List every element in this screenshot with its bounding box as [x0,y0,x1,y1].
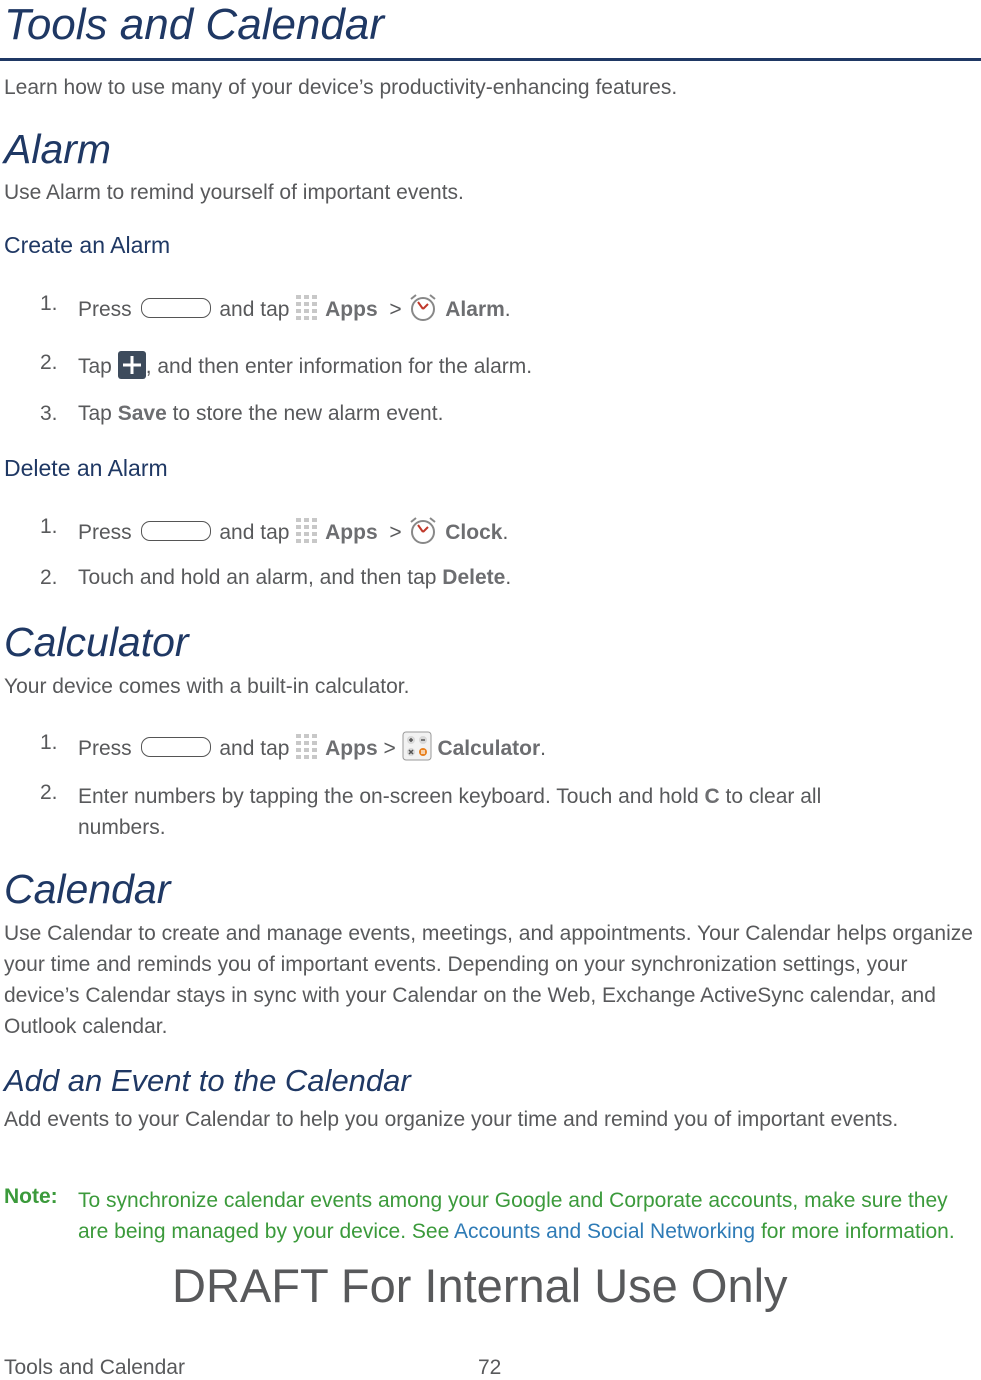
note-text [78,1185,968,1247]
chapter-title: Tools and Calendar [4,0,384,49]
home-key-icon [141,521,211,541]
page-number: 72 [478,1356,502,1379]
chapter-title-rule [0,58,981,61]
step-text: . [504,298,511,321]
accounts-link[interactable]: Accounts and Social Networking [453,1220,756,1243]
calculator-heading: Calculator [4,619,189,665]
step-number: 3. [40,402,58,425]
add-event-intro: Add events to your Calendar to help you organize your time and remind you of important events. [4,1108,899,1131]
alarm-clock-icon [407,292,439,322]
step-number: 1. [40,515,58,538]
step-text: , and then enter information for the alarm. [145,355,533,378]
step-number: 2. [40,566,58,589]
calendar-intro: Use Calendar to create and manage events, meetings, and appointments. Your Calendar helps organize your time and reminds you of important events. Depending on your synchronization settings, your device’s Calendar stays in sync with your Calendar on the Web, Exchange ActiveSync calendar, and Outlook calendar. [4,922,973,1038]
step-number: 1. [40,731,58,754]
step-text: . [540,737,546,760]
footer-section: Tools and Calendar [4,1356,185,1379]
calendar-heading: Calendar [4,866,171,912]
draft-watermark: DRAFT For Internal Use Only [172,1259,788,1312]
step-text: to clear all numbers. [78,785,822,839]
home-key-icon [141,298,211,318]
alarm-label: Alarm [445,298,505,321]
step-separator: > [389,298,402,321]
alarm-clock-icon [407,515,439,545]
step-text: and tap [219,298,290,321]
apps-label: Apps [325,298,378,321]
delete-alarm-heading: Delete an Alarm [4,455,168,481]
alarm-intro: Use Alarm to remind yourself of important events. [4,181,464,204]
step-number: 1. [40,292,58,315]
note-text-part: To synchronize calendar events among your Google and Corporate accounts, make sure they are being managed by your device. See [78,1189,948,1243]
note-text-part: for more information. [760,1220,955,1243]
apps-label: Apps [325,521,378,544]
step-text: and tap [219,521,290,544]
apps-label: Apps [325,737,378,760]
step-text: Enter numbers by tapping the on-screen keyboard. Touch and hold [78,785,699,808]
apps-grid-icon [295,517,319,545]
step-text: . [502,521,509,544]
step-text: and tap [219,737,290,760]
calculator-label: Calculator [437,737,541,760]
step-separator: > [389,521,402,544]
step-text: Tap [78,355,112,378]
add-event-heading: Add an Event to the Calendar [4,1063,411,1098]
plus-icon [118,351,146,379]
apps-grid-icon [295,294,319,322]
step-text: . [505,566,512,589]
note-label: Note: [4,1185,58,1208]
clock-label: Clock [445,521,503,544]
calculator-icon [402,731,432,761]
apps-grid-icon [295,733,319,761]
create-alarm-heading: Create an Alarm [4,232,171,258]
step-separator: > [383,737,396,760]
step-text: to store the new alarm event. [172,402,444,425]
clear-key-label: C [704,785,720,808]
calculator-intro: Your device comes with a built-in calculator. [4,675,410,698]
save-label: Save [117,402,167,425]
step-text: Touch and hold an alarm, and then tap [78,566,437,589]
step-text: Press [78,737,132,760]
step-text: Tap [78,402,112,425]
step-text: Press [78,521,132,544]
step-number: 2. [40,781,58,804]
alarm-heading: Alarm [4,126,112,172]
step-text: Press [78,298,132,321]
delete-label: Delete [442,566,506,589]
chapter-intro: Learn how to use many of your device’s productivity-enhancing features. [4,76,678,99]
step-number: 2. [40,351,58,374]
home-key-icon [141,737,211,757]
